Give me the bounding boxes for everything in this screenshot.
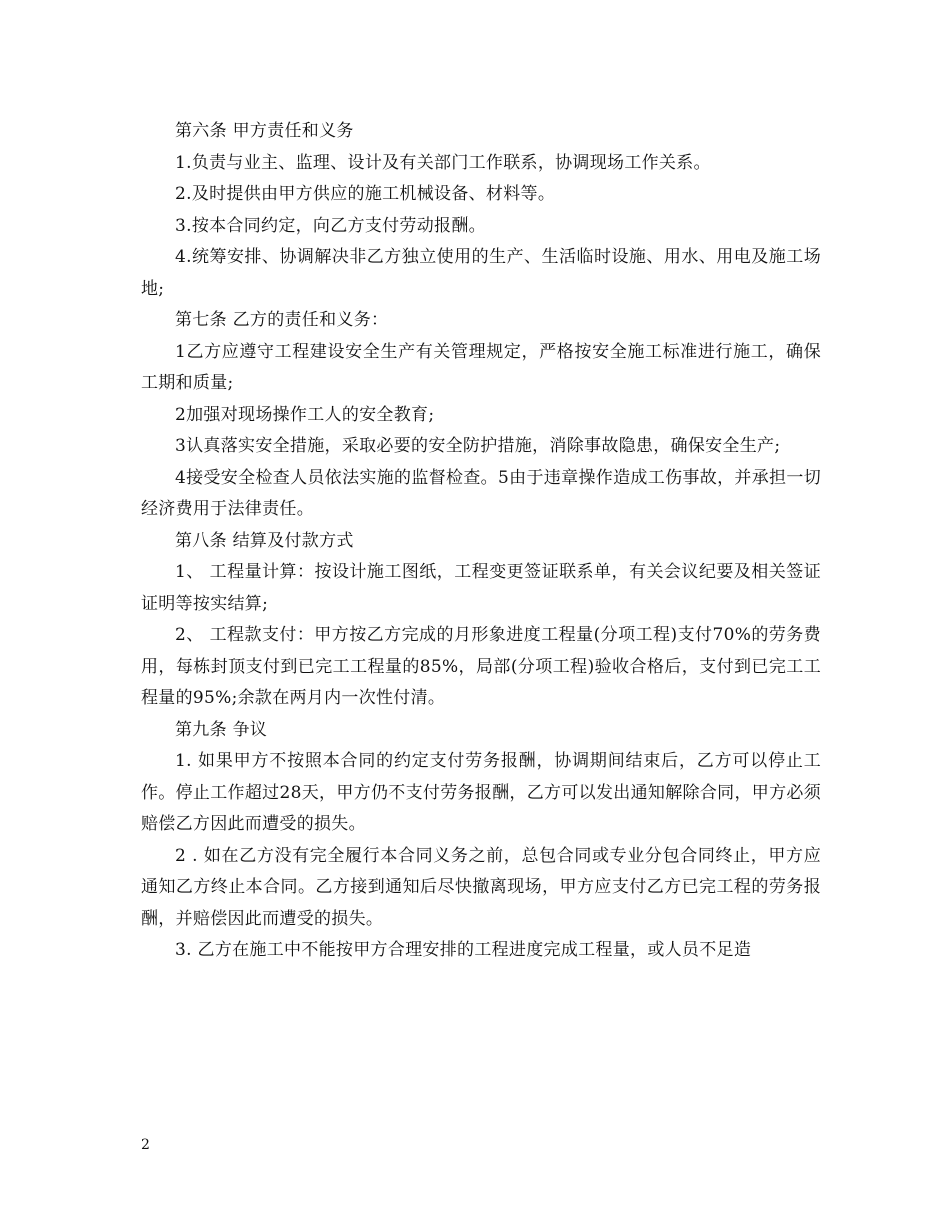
paragraph: 3认真落实安全措施，采取必要的安全防护措施，消除事故隐患，确保安全生产; (175, 436, 781, 456)
paragraph: 3.按本合同约定，向乙方支付劳动报酬。 (175, 215, 486, 236)
paragraph: 4接受安全检查人员依法实施的监督检查。5由于违章操作造成工伤事故，并承担一切经济费用于法律责任。 (141, 467, 821, 519)
paragraph: 2 . 如在乙方没有完全履行本合同义务之前，总包合同或专业分包合同终止，甲方应通知乙方终止本合同。乙方接到通知后尽快撤离现场，甲方应支付乙方已完工程的劳务报酬，并赔偿因此而遭受的损失。 (141, 845, 821, 929)
paragraph: 4.统筹安排、协调解决非乙方独立使用的生产、生活临时设施、用水、用电及施工场地; (141, 247, 821, 299)
article-6-heading: 第六条 甲方责任和义务 (175, 121, 354, 141)
paragraph: 1. 如果甲方不按照本合同的约定支付劳务报酬，协调期间结束后，乙方可以停止工作。停止工作超过28天，甲方仍不支付劳务报酬，乙方可以发出通知解除合同，甲方必须赔偿乙方因此而遭受的损失。 (141, 751, 821, 834)
paragraph: 3. 乙方在施工中不能按甲方合理安排的工程进度完成工程量，或人员不足造 (175, 940, 752, 960)
paragraph: 2、 工程款支付：甲方按乙方完成的月形象进度工程量(分项工程)支付70%的劳务费用，每栋封顶支付到已完工工程量的85%，局部(分项工程)验收合格后，支付到已完工工程量的95%;余款在两月内一次性付清。 (141, 625, 821, 708)
page-number: 2 (141, 1137, 150, 1153)
document-body (141, 116, 821, 967)
paragraph: 1、 工程量计算：按设计施工图纸，工程变更签证联系单，有关会议纪要及相关签证证明等按实结算; (141, 562, 821, 614)
paragraph: 2.及时提供由甲方供应的施工机械设备、材料等。 (175, 184, 556, 204)
article-9-heading: 第九条 争议 (175, 719, 268, 740)
article-7-heading: 第七条 乙方的责任和义务： (175, 310, 389, 330)
paragraph: 1.负责与业主、监理、设计及有关部门工作联系，协调现场工作关系。 (175, 152, 711, 173)
paragraph: 1乙方应遵守工程建设安全生产有关管理规定，严格按安全施工标准进行施工，确保工期和质量; (141, 341, 821, 393)
article-8-heading: 第八条 结算及付款方式 (175, 530, 354, 551)
paragraph: 2加强对现场操作工人的安全教育; (175, 404, 435, 425)
